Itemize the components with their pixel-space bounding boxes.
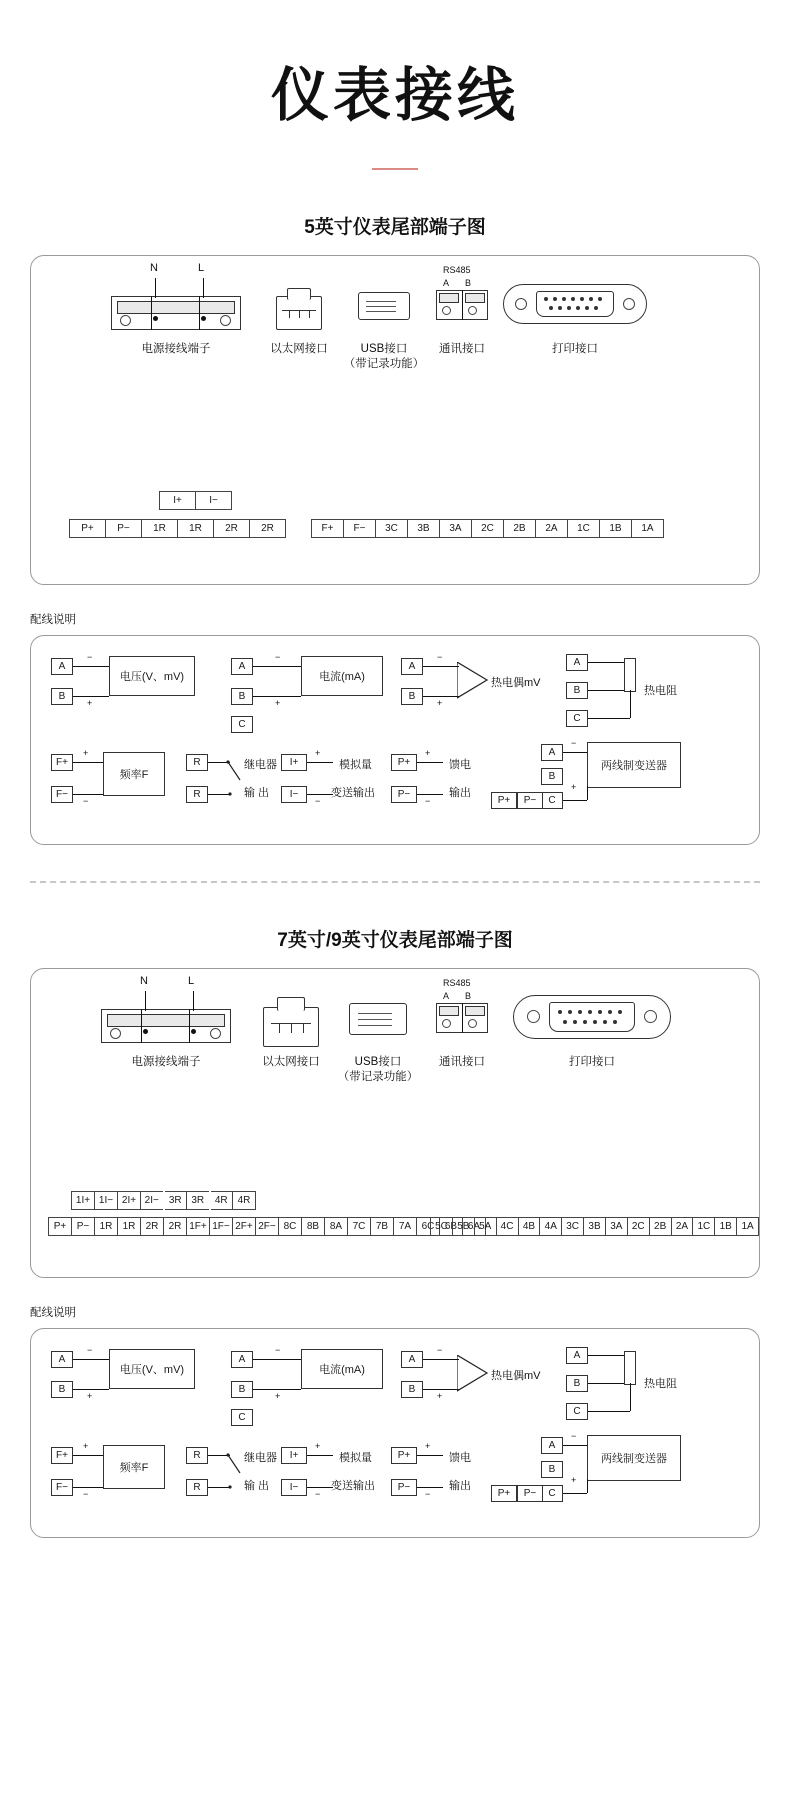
voltage-box: 电压(V、mV) bbox=[109, 1349, 195, 1389]
terminal-cell: 1R bbox=[178, 520, 214, 538]
terminal-row-left-upper-5inch bbox=[159, 491, 232, 510]
ethernet-port-connector bbox=[263, 997, 319, 1047]
terminal-r1: R bbox=[186, 754, 208, 771]
terminal-cell: 3B bbox=[408, 520, 440, 538]
sign-minus: − bbox=[83, 1489, 89, 1499]
rtd-label: 热电阻 bbox=[644, 1378, 677, 1390]
feed-label-1: 馈电 bbox=[449, 1452, 471, 1464]
terminal-cell: 4R bbox=[210, 1192, 233, 1210]
usb-port-connector bbox=[349, 1003, 407, 1035]
sign-plus: + bbox=[315, 1441, 321, 1451]
terminal-cell: 2R bbox=[250, 520, 286, 538]
feed-label-2: 输出 bbox=[449, 787, 471, 799]
sign-plus: + bbox=[275, 1391, 281, 1401]
terminal-cell: F+ bbox=[312, 520, 344, 538]
relay-label-1: 继电器 bbox=[244, 759, 277, 771]
power-mark-l: L bbox=[188, 975, 195, 987]
power-n-lead bbox=[145, 991, 146, 1011]
terminal-cell: 1R bbox=[95, 1218, 118, 1236]
power-n-lead bbox=[155, 278, 156, 298]
terminal-b: B bbox=[566, 1375, 588, 1392]
terminal-iplus: I+ bbox=[281, 1447, 307, 1464]
terminal-cell: 2I+ bbox=[118, 1192, 141, 1210]
terminal-b: B bbox=[231, 688, 253, 705]
sign-minus: − bbox=[437, 1345, 443, 1355]
power-mark-n: N bbox=[150, 262, 158, 274]
sign-plus: + bbox=[571, 1475, 577, 1485]
ethernet-port-connector bbox=[276, 288, 322, 330]
usb-port-caption: USB接口 bbox=[354, 1056, 402, 1068]
terminal-row-right-lower-5inch bbox=[311, 519, 664, 538]
wiring-panel-79inch bbox=[30, 1328, 760, 1538]
terminal-pplus: P+ bbox=[491, 792, 517, 809]
terminal-cell: 7C bbox=[348, 1218, 371, 1236]
terminal-c: C bbox=[566, 710, 588, 727]
terminal-pminus: P− bbox=[517, 1485, 543, 1502]
power-l-lead bbox=[203, 278, 204, 298]
terminal-cell: 2R bbox=[214, 520, 250, 538]
usb-port-caption-sub: （带记录功能） bbox=[343, 358, 425, 370]
terminal-cell: I− bbox=[196, 492, 232, 510]
terminal-fminus: F− bbox=[51, 786, 73, 803]
terminal-cell: 3A bbox=[605, 1218, 627, 1236]
relay-label-2: 输 出 bbox=[244, 1480, 270, 1492]
frequency-box: 频率F bbox=[103, 752, 165, 796]
terminal-cell: 1I− bbox=[95, 1192, 118, 1210]
terminal-b: B bbox=[401, 1381, 423, 1398]
comm-port-rs485-label: RS485 bbox=[443, 978, 471, 988]
terminal-cell: 1R bbox=[142, 520, 178, 538]
terminal-cell: 4R bbox=[233, 1192, 256, 1210]
printer-port-caption: 打印接口 bbox=[552, 343, 598, 355]
terminal-a: A bbox=[51, 658, 73, 675]
terminal-cell: 4C bbox=[496, 1218, 518, 1236]
terminal-cell: 2B bbox=[649, 1218, 671, 1236]
relay-contact-symbol bbox=[224, 1447, 244, 1495]
terminal-a: A bbox=[401, 658, 423, 675]
terminal-cell: P− bbox=[106, 520, 142, 538]
terminal-c: C bbox=[231, 716, 253, 733]
terminal-fminus: F− bbox=[51, 1479, 73, 1496]
sign-minus: − bbox=[425, 1489, 431, 1499]
terminal-cell: P− bbox=[72, 1218, 95, 1236]
feed-label-1: 馈电 bbox=[449, 759, 471, 771]
terminal-a: A bbox=[541, 1437, 563, 1454]
thermocouple-label: 热电偶mV bbox=[491, 1370, 541, 1382]
comm-port-connector bbox=[436, 290, 488, 320]
terminal-iminus: I− bbox=[281, 786, 307, 803]
terminal-cell: 2C bbox=[627, 1218, 649, 1236]
ethernet-port-caption: 以太网接口 bbox=[270, 343, 328, 355]
terminal-cell: 6B bbox=[440, 1218, 463, 1236]
terminal-cell: 3R bbox=[164, 1192, 187, 1210]
terminal-cell: 3A bbox=[440, 520, 472, 538]
terminal-cell: 2I− bbox=[141, 1192, 164, 1210]
terminal-cell: 1B bbox=[600, 520, 632, 538]
terminal-panel-79inch bbox=[30, 968, 760, 1278]
analog-label-2: 变送输出 bbox=[331, 1480, 375, 1492]
sign-plus: + bbox=[437, 1391, 443, 1401]
terminal-cell: 1B bbox=[715, 1218, 737, 1236]
terminal-a: A bbox=[541, 744, 563, 761]
terminal-cell: 8B bbox=[302, 1218, 325, 1236]
terminal-c: C bbox=[566, 1403, 588, 1420]
terminal-r1: R bbox=[186, 1447, 208, 1464]
relay-contact-symbol bbox=[224, 754, 244, 802]
terminal-cell: 5B bbox=[452, 1218, 474, 1236]
terminal-a: A bbox=[231, 658, 253, 675]
terminal-b: B bbox=[541, 768, 563, 785]
comm-port-pin-a: A bbox=[443, 991, 450, 1001]
title-divider bbox=[372, 168, 418, 170]
two-wire-box: 两线制变送器 bbox=[587, 742, 681, 788]
comm-port-connector bbox=[436, 1003, 488, 1033]
comm-port-caption: 通讯接口 bbox=[439, 343, 485, 355]
terminal-cell: 1C bbox=[568, 520, 600, 538]
power-terminal-caption: 电源接线端子 bbox=[131, 1056, 201, 1068]
sign-minus: − bbox=[87, 1345, 93, 1355]
terminal-cell: F− bbox=[344, 520, 376, 538]
comm-port-pin-b: B bbox=[465, 991, 472, 1001]
terminal-cell: 1R bbox=[118, 1218, 141, 1236]
thermocouple-label: 热电偶mV bbox=[491, 677, 541, 689]
power-mark-l: L bbox=[198, 262, 205, 274]
terminal-row-left-lower-79inch bbox=[48, 1217, 486, 1236]
terminal-cell: P+ bbox=[70, 520, 106, 538]
power-terminal-connector bbox=[111, 296, 241, 330]
analog-label-2: 变送输出 bbox=[331, 787, 375, 799]
sign-minus: − bbox=[425, 796, 431, 806]
analog-label-1: 模拟量 bbox=[339, 759, 372, 771]
thermocouple-symbol bbox=[457, 1355, 489, 1395]
terminal-iminus: I− bbox=[281, 1479, 307, 1496]
terminal-cell: 6A bbox=[463, 1218, 486, 1236]
sign-plus: + bbox=[571, 782, 577, 792]
terminal-cell: 1A bbox=[737, 1218, 759, 1236]
terminal-cell: 4B bbox=[518, 1218, 540, 1236]
terminal-a: A bbox=[566, 654, 588, 671]
sign-plus: + bbox=[83, 748, 89, 758]
terminal-c: C bbox=[541, 1485, 563, 1502]
power-mark-n: N bbox=[140, 975, 148, 987]
terminal-fplus: F+ bbox=[51, 1447, 73, 1464]
terminal-cell: 5A bbox=[474, 1218, 496, 1236]
sign-minus: − bbox=[315, 1489, 321, 1499]
usb-port-caption: USB接口 bbox=[360, 343, 408, 355]
sign-minus: − bbox=[571, 738, 577, 748]
sign-minus: − bbox=[87, 652, 93, 662]
section-title-79inch: 7英寸/9英寸仪表尾部端子图 bbox=[277, 930, 513, 951]
rtd-label: 热电阻 bbox=[644, 685, 677, 697]
terminal-cell: 5C bbox=[431, 1218, 453, 1236]
terminal-c: C bbox=[541, 792, 563, 809]
terminal-b: B bbox=[231, 1381, 253, 1398]
wiring-note-5inch: 配线说明 bbox=[30, 614, 76, 626]
sign-minus: − bbox=[437, 652, 443, 662]
terminal-pminus: P− bbox=[517, 792, 543, 809]
terminal-a: A bbox=[566, 1347, 588, 1364]
sign-minus: − bbox=[275, 1345, 281, 1355]
terminal-cell: 2B bbox=[504, 520, 536, 538]
sign-plus: + bbox=[83, 1441, 89, 1451]
terminal-a: A bbox=[51, 1351, 73, 1368]
frequency-box: 频率F bbox=[103, 1445, 165, 1489]
sign-minus: − bbox=[571, 1431, 577, 1441]
usb-port-connector bbox=[358, 292, 410, 320]
power-l-lead bbox=[193, 991, 194, 1011]
ethernet-port-caption: 以太网接口 bbox=[262, 1056, 320, 1068]
comm-port-pin-a: A bbox=[443, 278, 450, 288]
terminal-pplus: P+ bbox=[391, 754, 417, 771]
sign-plus: + bbox=[275, 698, 281, 708]
sign-plus: + bbox=[425, 1441, 431, 1451]
terminal-cell: I+ bbox=[160, 492, 196, 510]
terminal-cell: 2C bbox=[472, 520, 504, 538]
terminal-cell: 1I+ bbox=[72, 1192, 95, 1210]
sign-plus: + bbox=[87, 698, 93, 708]
terminal-fplus: F+ bbox=[51, 754, 73, 771]
two-wire-box: 两线制变送器 bbox=[587, 1435, 681, 1481]
printer-port-connector bbox=[503, 284, 647, 324]
terminal-row-right-lower-79inch bbox=[430, 1217, 759, 1236]
comm-port-caption: 通讯接口 bbox=[439, 1056, 485, 1068]
terminal-cell: 2F− bbox=[256, 1218, 279, 1236]
current-box: 电流(mA) bbox=[301, 1349, 383, 1389]
terminal-cell: 8A bbox=[325, 1218, 348, 1236]
sign-plus: + bbox=[315, 748, 321, 758]
comm-port-pin-b: B bbox=[465, 278, 472, 288]
feed-label-2: 输出 bbox=[449, 1480, 471, 1492]
terminal-pplus: P+ bbox=[391, 1447, 417, 1464]
sign-minus: − bbox=[315, 796, 321, 806]
terminal-b: B bbox=[401, 688, 423, 705]
terminal-cell: 2R bbox=[141, 1218, 164, 1236]
usb-port-caption-sub: （带记录功能） bbox=[337, 1071, 419, 1083]
terminal-panel-5inch bbox=[30, 255, 760, 585]
terminal-cell: 3R bbox=[187, 1192, 210, 1210]
terminal-cell: 6C bbox=[417, 1218, 440, 1236]
terminal-cell: P+ bbox=[49, 1218, 72, 1236]
terminal-b: B bbox=[566, 682, 588, 699]
analog-label-1: 模拟量 bbox=[339, 1452, 372, 1464]
thermocouple-symbol bbox=[457, 662, 489, 702]
sign-minus: − bbox=[83, 796, 89, 806]
terminal-cell: 3B bbox=[584, 1218, 606, 1236]
terminal-pminus: P− bbox=[391, 1479, 417, 1496]
power-terminal-connector bbox=[101, 1009, 231, 1043]
printer-port-connector bbox=[513, 995, 671, 1039]
relay-label-1: 继电器 bbox=[244, 1452, 277, 1464]
terminal-b: B bbox=[541, 1461, 563, 1478]
terminal-cell: 2A bbox=[536, 520, 568, 538]
terminal-cell: 2F+ bbox=[233, 1218, 256, 1236]
terminal-cell: 3C bbox=[562, 1218, 584, 1236]
terminal-iplus: I+ bbox=[281, 754, 307, 771]
wiring-note-79inch: 配线说明 bbox=[30, 1307, 76, 1319]
terminal-cell: 2A bbox=[671, 1218, 693, 1236]
sign-plus: + bbox=[87, 1391, 93, 1401]
rtd-resistor bbox=[624, 1351, 636, 1385]
sign-plus: + bbox=[437, 698, 443, 708]
terminal-pplus: P+ bbox=[491, 1485, 517, 1502]
terminal-cell: 1C bbox=[693, 1218, 715, 1236]
terminal-a: A bbox=[401, 1351, 423, 1368]
terminal-b: B bbox=[51, 1381, 73, 1398]
terminal-b: B bbox=[51, 688, 73, 705]
terminal-r2: R bbox=[186, 1479, 208, 1496]
terminal-cell: 2R bbox=[164, 1218, 187, 1236]
terminal-row-left-upper-79inch bbox=[71, 1191, 256, 1210]
terminal-cell: 1F− bbox=[210, 1218, 233, 1236]
section-title-5inch: 5英寸仪表尾部端子图 bbox=[304, 217, 486, 238]
page-title: 仪表接线 bbox=[270, 63, 519, 128]
relay-label-2: 输 出 bbox=[244, 787, 270, 799]
terminal-cell: 1F+ bbox=[187, 1218, 210, 1236]
printer-port-caption: 打印接口 bbox=[569, 1056, 615, 1068]
current-box: 电流(mA) bbox=[301, 656, 383, 696]
terminal-cell: 3C bbox=[376, 520, 408, 538]
terminal-cell: 8C bbox=[279, 1218, 302, 1236]
terminal-cell: 4A bbox=[540, 1218, 562, 1236]
sign-plus: + bbox=[425, 748, 431, 758]
sign-minus: − bbox=[275, 652, 281, 662]
terminal-a: A bbox=[231, 1351, 253, 1368]
terminal-cell: 1A bbox=[632, 520, 664, 538]
rtd-resistor bbox=[624, 658, 636, 692]
wiring-panel-5inch bbox=[30, 635, 760, 845]
comm-port-rs485-label: RS485 bbox=[443, 265, 471, 275]
terminal-cell: 7B bbox=[371, 1218, 394, 1236]
section-divider bbox=[30, 881, 760, 883]
terminal-row-left-lower-5inch bbox=[69, 519, 286, 538]
terminal-c: C bbox=[231, 1409, 253, 1426]
power-terminal-caption: 电源接线端子 bbox=[141, 343, 211, 355]
terminal-r2: R bbox=[186, 786, 208, 803]
terminal-pminus: P− bbox=[391, 786, 417, 803]
voltage-box: 电压(V、mV) bbox=[109, 656, 195, 696]
terminal-cell: 7A bbox=[394, 1218, 417, 1236]
